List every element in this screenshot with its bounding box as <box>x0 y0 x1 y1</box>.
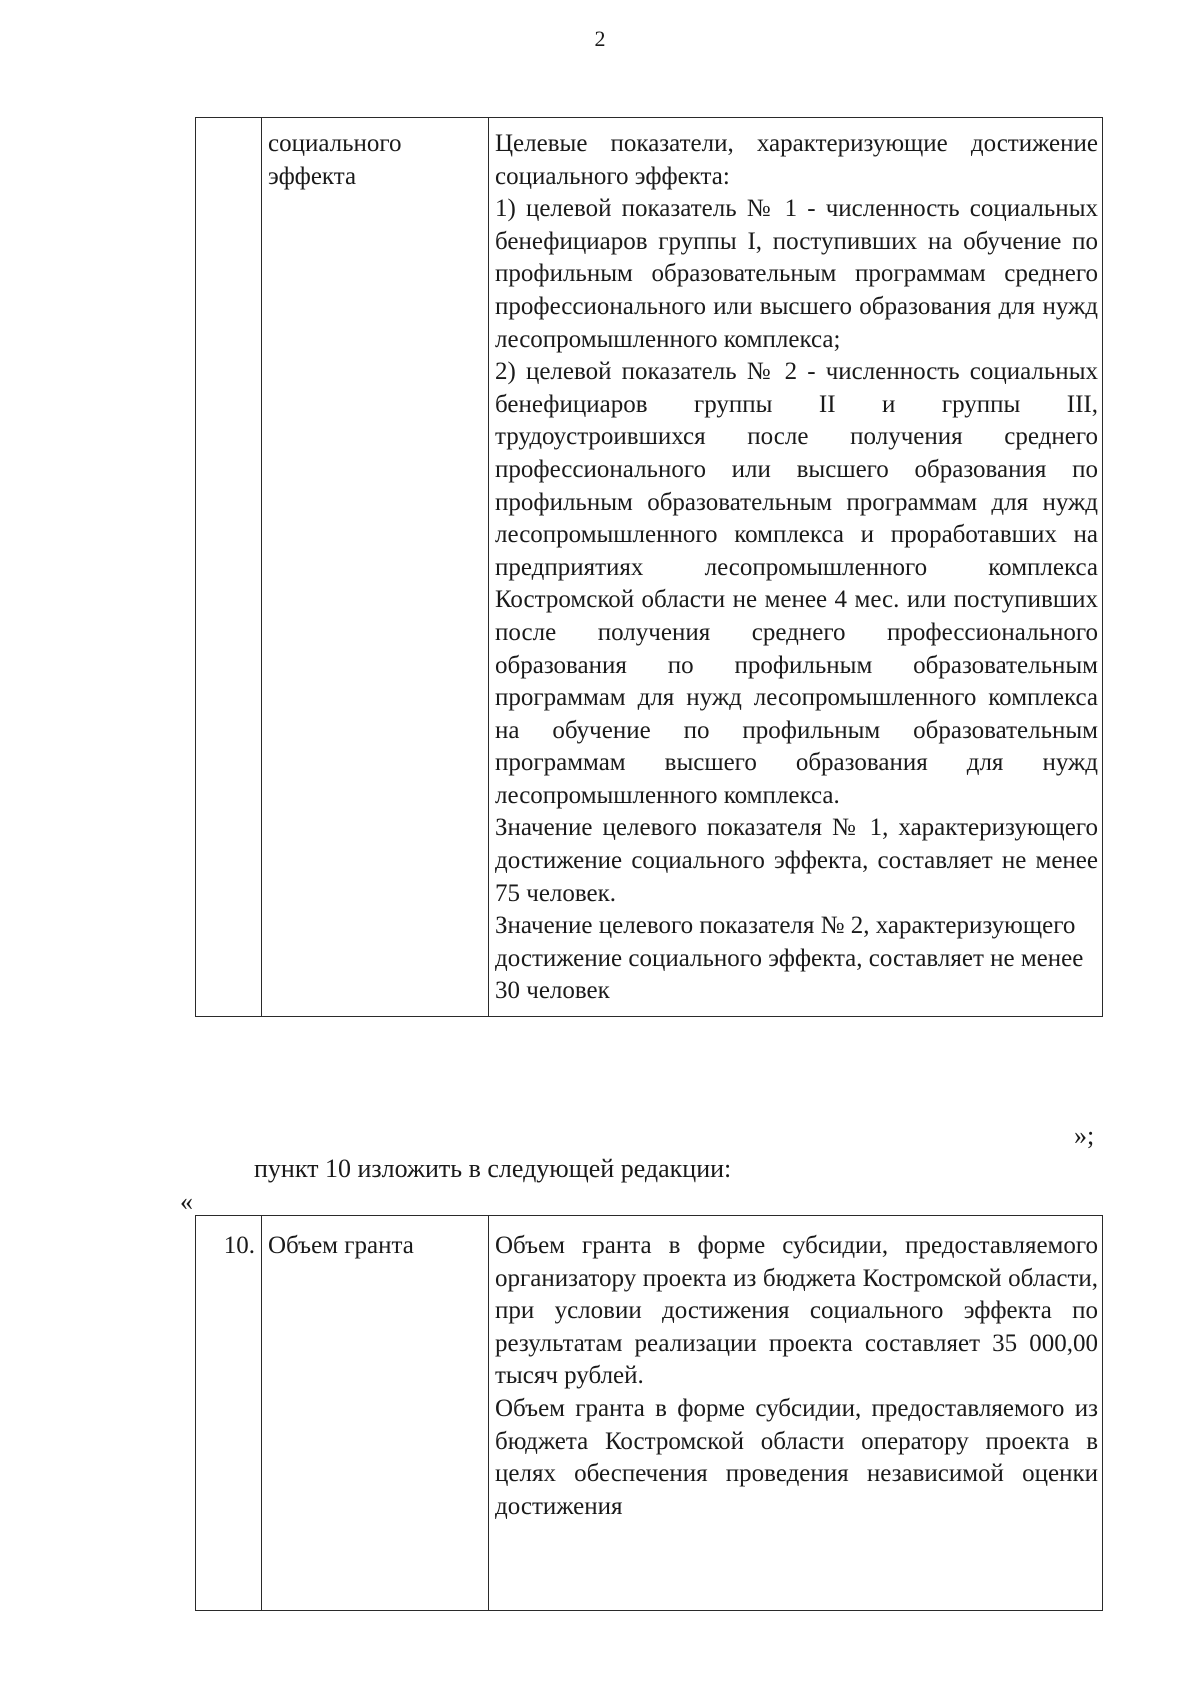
paragraph: Объем гранта в форме субсидии, предоставляемого из бюджета Костромской области оператору проекта в целях обеспечения проведения независимой оценки достижения <box>495 1394 1098 1520</box>
paragraph: Целевые показатели, характеризующие достижение социального эффекта: <box>495 130 1098 190</box>
row-name-cell: социального эффекта <box>262 118 489 1017</box>
row-number-cell: 10. <box>196 1216 262 1611</box>
row-number-cell <box>196 118 262 1017</box>
paragraph: Значение целевого показателя № 2, характеризующего достижение социального эффекта, составляет не менее 30 человек <box>495 912 1084 1005</box>
table-grant-volume <box>195 1215 1103 1611</box>
paragraph: Объем гранта в форме субсидии, предоставляемого организатору проекта из бюджета Костромской области, при условии достижения социального эффекта по результатам реализации проекта составляет 35 000,00 тысяч рублей. <box>495 1232 1098 1390</box>
table-row <box>196 1216 1103 1611</box>
table-social-effect <box>195 117 1103 1017</box>
row-content-cell <box>489 1216 1103 1611</box>
page-number: 2 <box>594 26 606 51</box>
row-name-cell: Объем гранта <box>262 1216 489 1611</box>
paragraph: Значение целевого показателя № 1, характеризующего достижение социального эффекта, составляет не менее 75 человек. <box>495 814 1098 907</box>
opening-quote: « <box>180 1187 193 1216</box>
intro-text: пункт 10 изложить в следующей редакции: <box>254 1154 732 1183</box>
closing-quote: »; <box>1074 1121 1095 1150</box>
row-content-cell <box>489 118 1103 1017</box>
table-row <box>196 118 1103 1017</box>
paragraph: 1) целевой показатель № 1 - численность социальных бенефициаров группы I, поступивших на обучение по профильным образовательным программам среднего профессионального или высшего образования для нужд лесопромышленного комплекса; <box>495 195 1098 353</box>
paragraph: 2) целевой показатель № 2 - численность социальных бенефициаров группы II и группы III, трудоустроившихся после получения среднего профессионального или высшего образования по профильным образовательным программам для нужд лесопромышленного комплекса и проработавших на предприятиях лесопромышленного комплекса Костромской области не менее 4 мес. или поступивших после получения среднего профессионального образования по профильным образовательным программам для нужд лесопромышленного комплекса на обучение по профильным образовательным программам высшего образования для нужд лесопромышленного комплекса. <box>495 358 1098 809</box>
